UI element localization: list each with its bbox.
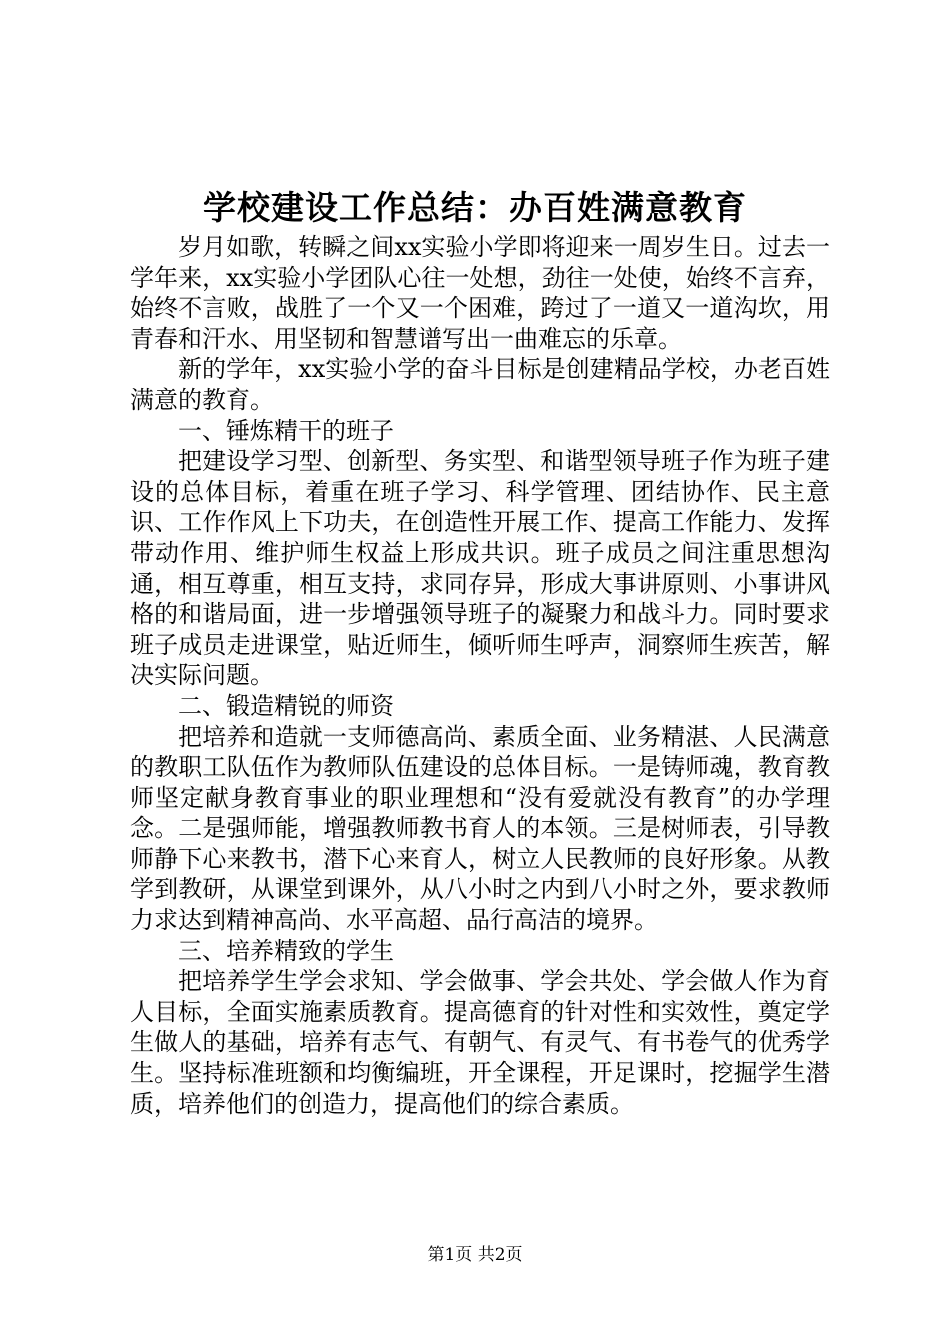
section-heading-students: 三、培养精致的学生 xyxy=(178,936,394,965)
document-title: 学校建设工作总结：办百姓满意教育 xyxy=(203,188,747,227)
section-text-teachers: 把培养和造就一支师德高尚、素质全面、业务精湛、人民满意的教职工队伍作为教师队伍建设的总体目标。一是铸师魂，教育教师坚定献身教育事业的职业理想和“没有爱就没有教育”的办学理念。二是强师能，增强教师教书育人的本领。三是树师表，引导教师静下心来教书，潜下心来育人，树立人民教师的良好形象。从教学到教研，从课堂到课外，从八小时之内到八小时之外，要求教师力求达到精神高尚、水平高超、品行高洁的境界。 xyxy=(130,722,830,935)
section-heading-leadership: 一、锤炼精干的班子 xyxy=(178,416,394,445)
page-number-footer: 第1页 共2页 xyxy=(427,1245,523,1265)
document-body xyxy=(130,232,830,1119)
section-text-students: 把培养学生学会求知、学会做事、学会共处、学会做人作为育人目标，全面实施素质教育。提高德育的针对性和实效性，奠定学生做人的基础，培养有志气、有朝气、有灵气、有书卷气的优秀学生。坚持标准班额和均衡编班，开全课程，开足课时，挖掘学生潜质，培养他们的创造力，提高他们的综合素质。 xyxy=(130,967,830,1118)
section-heading-teachers: 二、锻造精锐的师资 xyxy=(178,691,394,720)
intro-paragraph: 岁月如歌，转瞬之间xx实验小学即将迎来一周岁生日。过去一学年来，xx实验小学团队心往一处想，劲往一处使，始终不言弃，始终不言败，战胜了一个又一个困难，跨过了一道又一道沟坎，用青春和汗水、用坚韧和智慧谱写出一曲难忘的乐章。 xyxy=(130,233,830,353)
goal-paragraph: 新的学年，xx实验小学的奋斗目标是创建精品学校，办老百姓满意的教育。 xyxy=(130,355,830,414)
section-text-leadership: 把建设学习型、创新型、务实型、和谐型领导班子作为班子建设的总体目标，着重在班子学习、科学管理、团结协作、民主意识、工作作风上下功夫，在创造性开展工作、提高工作能力、发挥带动作用、维护师生权益上形成共识。班子成员之间注重思想沟通，相互尊重，相互支持，求同存异，形成大事讲原则、小事讲风格的和谐局面，进一步增强领导班子的凝聚力和战斗力。同时要求班子成员走进课堂，贴近师生，倾听师生呼声，洞察师生疾苦，解决实际问题。 xyxy=(130,447,830,690)
